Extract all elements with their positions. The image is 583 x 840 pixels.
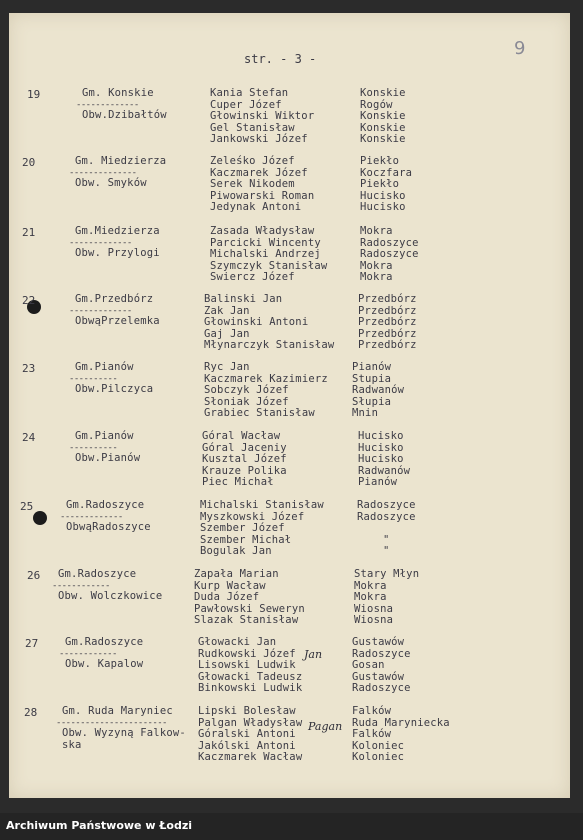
person-name: Kania Stefan [210,87,289,99]
gmina-label: Gm.Przedbórz [75,293,154,305]
place-name: " [383,545,390,558]
place-name: Hucisko [358,441,404,454]
place-name: Radoszyce [352,682,411,695]
person-name: Zapała Marian [194,568,279,580]
place-name: Wiosna [354,614,394,627]
person-name: Głowinski Wiktor [210,110,315,123]
gmina-underline: ---------- [69,374,118,384]
obwod-label: Obw.Dzibałtów [82,109,167,121]
place-name: Radoszyce [357,510,416,523]
entry-number: 19 [27,88,41,101]
place-name: " [383,533,390,546]
place-name: Falków [352,705,392,717]
names-column [200,500,324,558]
gmina-underline: -------------- [69,168,137,178]
person-name: Parcicki Wincenty [210,236,321,249]
person-name: Ryc Jan [204,361,250,373]
person-name: Głowinski Antoni [204,316,309,329]
entry-number: 21 [22,226,36,239]
place-name: Koloniec [352,739,405,752]
person-name: Swiercz Józef [210,271,295,284]
person-name: Piec Michał [202,476,274,489]
person-name: Michalski Andrzej [210,248,321,261]
person-name: Kaczmarek Kazimierz [204,372,328,385]
person-name: Serek Nikodem [210,178,295,191]
person-name: Pawłowski Seweryn [194,602,305,615]
places-column [354,569,419,627]
entry-number: 27 [25,637,39,650]
entry-number: 20 [22,156,36,169]
place-name: Przedbórz [358,293,417,305]
names-column [210,156,314,214]
person-name: Słoniak Józef [204,395,289,408]
place-name: Rogów [360,98,393,111]
place-name: Hucisko [360,201,406,214]
place-name: Mokra [360,225,393,237]
place-name: Radoszyce [360,248,419,261]
place-name: Gustawów [352,670,405,683]
person-name: Cuper Józef [210,98,282,111]
place-name: Gustawów [352,636,405,648]
places-column [358,431,410,489]
person-name: Krauze Polika [202,464,287,477]
names-column [198,706,302,764]
person-name: Michalski Stanisław [200,499,324,511]
gmina-underline: ---------- [69,443,118,453]
gmina-label: Gm. Miedzierza [75,155,167,167]
person-name: Kaczmarek Wacław [198,751,303,764]
obwod-label: Obw.Pilczyca [75,383,154,395]
place-name: Mokra [360,259,393,272]
place-name: Przedbórz [358,304,417,317]
place-name: Radoszyce [352,647,411,660]
person-name: Szymczyk Stanisław [210,259,328,272]
names-column [202,431,287,489]
person-name: Piwowarski Roman [210,189,315,202]
gmina-underline: ------------- [69,238,132,248]
footer-text: Archiwum Państwowe w Łodzi [6,819,193,832]
obwod-label: Obw. Wyzyną Falkow- [62,727,186,739]
place-name: Mokra [354,591,387,604]
place-name: Przedbórz [358,316,417,329]
place-name: Koczfara [360,166,413,179]
person-name: Bogulak Jan [200,545,272,558]
person-name: Głowacki Jan [198,636,277,648]
handwritten-correction: Jan [304,648,323,661]
places-column [360,226,419,284]
person-name: Lisowski Ludwik [198,659,296,672]
punch-hole [33,511,47,525]
place-name: Stary Młyn [354,568,420,580]
person-name: Slazak Stanisław [194,614,299,627]
obwod-label: Obw. Kapalow [65,658,144,670]
place-name: Hucisko [358,453,404,466]
places-column [357,500,416,558]
gmina-label: Gm.Radoszyce [58,568,137,580]
gmina-underline: ----------------------- [56,718,167,728]
person-name: Zak Jan [204,304,250,317]
person-name: Kaczmarek Józef [210,166,308,179]
entry-number: 24 [22,431,36,444]
entry-number: 23 [22,362,36,375]
person-name: Głowacki Tadeusz [198,670,303,683]
names-column [204,294,334,352]
person-name: Lipski Bolesław [198,705,296,717]
person-name: Szember Michał [200,533,292,546]
gmina-underline: ------------- [60,512,123,522]
person-name: Góral Jaceniy [202,441,287,454]
gmina-underline: ------------- [69,306,132,316]
place-name: Konskie [360,87,406,99]
places-column [360,156,412,214]
places-column [360,88,406,146]
entry-number: 26 [27,569,41,582]
person-name: Zasada Władysław [210,225,315,237]
archive-page-number: 9 [514,38,526,59]
place-name: Mnin [352,407,379,420]
page-header: str. - 3 - [244,52,317,66]
obwod-label: Obw. Smyków [75,177,147,189]
gmina-underline: ------------ [52,581,110,591]
obwod-label: ObwąRadoszyce [66,521,151,533]
person-name: Palgan Władysław [198,716,303,729]
person-name: Kusztal Józef [202,453,287,466]
place-name: Pianów [358,476,398,489]
place-name: Radwanów [358,464,411,477]
gmina-label: Gm. Ruda Maryniec [62,705,173,717]
person-name: Jankowski Józef [210,133,308,146]
names-column [210,88,314,146]
person-name: Jedynak Antoni [210,201,302,214]
person-name: Myszkowski Józef [200,510,305,523]
place-name: Falków [352,728,392,741]
gmina-label: Gm.Pianów [75,430,134,442]
obwod-label: ObwąPrzelemka [75,315,160,327]
places-column [352,637,411,695]
gmina-underline: ------------- [76,100,139,110]
names-column [204,362,328,420]
entry-number: 25 [20,500,34,513]
place-name: Stupia [352,372,392,385]
gmina-underline: ------------ [59,649,117,659]
place-name: Mokra [354,579,387,592]
place-name: Piekło [360,178,400,191]
gmina-label: Gm.Pianów [75,361,134,373]
place-name: Hucisko [360,189,406,202]
obwod-label: Obw. Wolczkowice [58,590,163,602]
names-column [198,637,302,695]
place-name: Przedbórz [358,339,417,352]
gmina-label: Gm.Radoszyce [65,636,144,648]
names-column [210,226,327,284]
place-name: Hucisko [358,430,404,442]
place-name: Słupia [352,395,392,408]
place-name: Radoszyce [360,236,419,249]
person-name: Młynarczyk Stanisław [204,339,335,352]
obwod-label: Obw. Przylogi [75,247,160,259]
handwritten-correction: Pagan [308,720,343,733]
place-name: Konskie [360,110,406,123]
person-name: Rudkowski Józef [198,647,296,660]
places-column [358,294,417,352]
gmina-label: Gm.Radoszyce [66,499,145,511]
place-name: Radwanów [352,384,405,397]
entry-number: 28 [24,706,38,719]
person-name: Gaj Jan [204,327,250,340]
person-name: Binkowski Ludwik [198,682,303,695]
place-name: Ruda Maryniecka [352,716,450,729]
obwod-label: Obw.Pianów [75,452,141,464]
person-name: Sobczyk Józef [204,384,289,397]
place-name: Wiosna [354,602,394,615]
gmina-label: Gm.Miedzierza [75,225,160,237]
place-name: Przedbórz [358,327,417,340]
places-column [352,362,404,420]
place-name: Konskie [360,133,406,146]
person-name: Kurp Wacław [194,579,266,592]
person-name: Jakólski Antoni [198,739,296,752]
places-column [352,706,450,764]
place-name: Konskie [360,121,406,134]
entry-number: 22 [22,294,36,307]
person-name: Góral Wacław [202,430,281,442]
person-name: Gel Stanisław [210,121,295,134]
person-name: Grabiec Stanisław [204,407,315,420]
person-name: Szember Józef [200,522,285,535]
place-name: Koloniec [352,751,405,764]
place-name: Piekło [360,155,400,167]
archive-footer [0,813,583,840]
person-name: Balinski Jan [204,293,283,305]
person-name: Duda Józef [194,591,260,604]
place-name: Radoszyce [357,499,416,511]
gmina-label: Gm. Konskie [82,87,154,99]
place-name: Gosan [352,659,385,672]
place-name: Mokra [360,271,393,284]
obwod-label-continued: ska [62,739,82,751]
place-name: Pianów [352,361,392,373]
person-name: Góralski Antoni [198,728,296,741]
person-name: Zeleśko Józef [210,155,295,167]
names-column [194,569,305,627]
